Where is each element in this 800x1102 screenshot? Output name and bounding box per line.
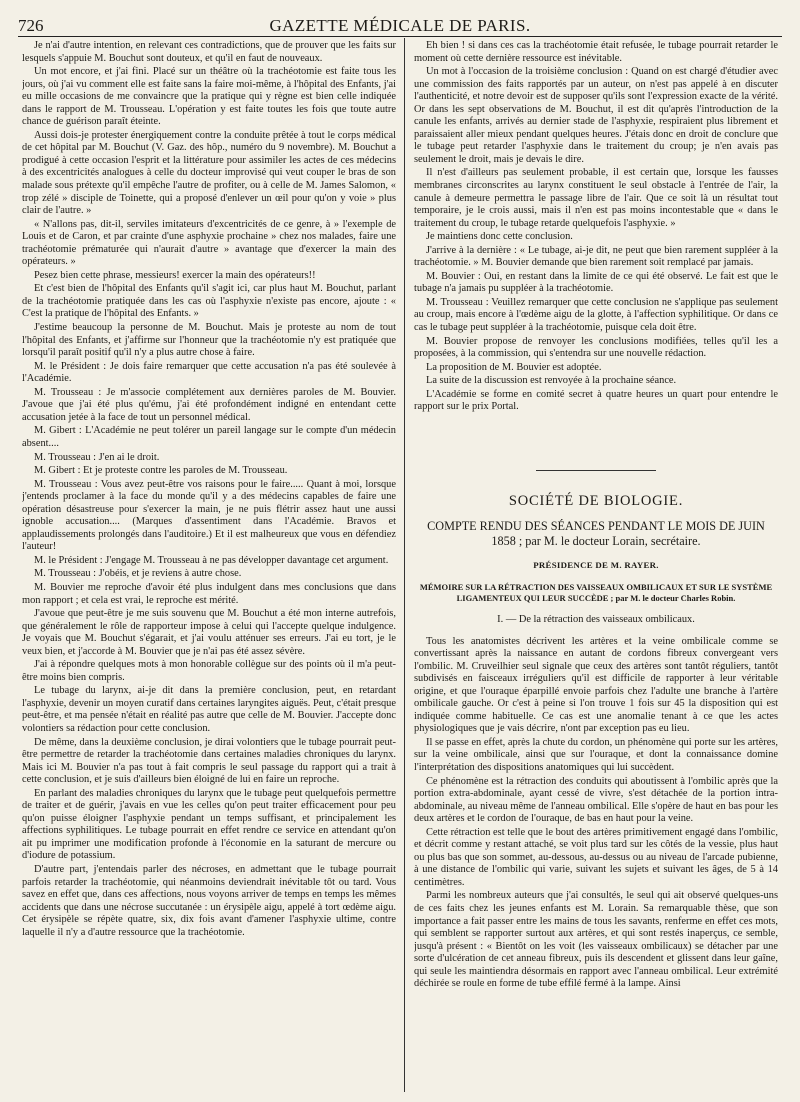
paragraph: J'arrive à la dernière : « Le tubage, ai-je dit, ne peut que bien rarement suppléer à la trachéotomie. » M. Bouvier demande que bien rarement soit remplacé par jamais. [414,244,778,269]
paragraph: Parmi les nombreux auteurs que j'ai consultés, le seul qui ait observé quelques-uns de ces faits chez les jeunes enfants est M. Lorain. Sa remarquable thèse, que son importance a fait passer entre les mains de tous les savants, renferme en effet ces mots, qui semblent se rapporter surtout aux artères, et qui sont restés inaperçus, ce semble, jusqu'à présent : « Bientôt on les voit (les vaisseaux ombilicaux) se détacher par une sorte d'ulcération de cet anneau fibreux, puis ils descendent et glissent dans leur gaîne, qui seule les maintiendra désormais en rapport avec l'anneau ombilical. Leur extrémité déchirée se roule en forme de tube effilé fermé à la lampe. Ainsi [414,890,778,990]
header-rule [18,36,782,37]
memoire-title: MÉMOIRE SUR LA RÉTRACTION DES VAISSEAUX OMBILICAUX ET SUR LE SYSTÈME LIGAMENTEUX QUI LEUR SUCCÈDE ; par M. le docteur Charles Robin. [419,581,773,603]
paragraph: La suite de la discussion est renvoyée à la prochaine séance. [426,375,677,387]
paragraph: Et c'est bien de l'hôpital des Enfants qu'il s'agit ici, car plus haut M. Bouchut, parlant de la trachéotomie pratiquée dans les cas où l'asphyxie n'existe pas encore, ajoute : « C'est la pratique de l'hôpital des Enfants. » [22,283,396,320]
paragraph: L'Académie se forme en comité secret à quatre heures un quart pour entendre le rapport sur le prix Portal. [414,388,778,413]
paragraph: Ce phénomène est la rétraction des conduits qui aboutissent à l'ombilic après que la portion extra-abdominale, ayant cessé de vivre, s'est détachée de la portion intra-abdominale, au niveau même de l'anneau ombilical. Elle s'opère de haut en bas pour les deux artères et le cordon de l'ouraque, de bas en haut pour la veine. [414,775,778,825]
paragraph: M. Bouvier : Oui, en restant dans la limite de ce qui été observé. Le fait est que le tubage n'a jamais pu suppléer à la trachéotomie. [414,270,778,295]
academie-discussion-end [414,40,778,414]
paragraph: Un mot encore, et j'ai fini. Placé sur un théâtre où la trachéotomie est faite tous les jours, où j'ai vu comment elle est faite sans la faire moi-même, à l'hôpital des Enfants, j'ai eu mille occasions de me convaincre que la pratique qui y règne est bien celle indiquée dans le rapport de M. Trousseau. L'opération y est faite toutes les fois que toute autre chance de guérison paraît éteinte. [22,66,396,128]
paragraph: Le tubage du larynx, ai-je dit dans la première conclusion, peut, en retardant l'asphyxie, devenir un moyen curatif dans certaines laryngites aiguës. Peut, c'était presque peut-être, et ma pensée n'était en réalité pas autre que celle de M. Bouvier. J'accepte donc volontiers sa rédaction pour cette conclusion. [22,685,396,734]
page-header [18,14,782,38]
paragraph: J'avoue que peut-être je me suis souvenu que M. Bouchut a été mon interne autrefois, que généralement le rôle de rapporteur impose à celui qui l'accepte quelque indulgence. Je voyais que M. Bouchut s'égarait, et j'ai voulu atténuer ses erreurs. J'ai eu tort, je le veux bien, et j'accorde à M. Bouvier que je n'ai pas été assez sévère. [22,608,396,657]
memoire-body [414,636,778,991]
paragraph: Cette rétraction est telle que le bout des artères primitivement engagé dans l'ombilic, et décrit comme y restant attaché, se voit plus tard sur les côtés de la vessie, plus haut ou plus bas que son sommet, au-dessous, au-dessus ou au niveau de l'arcade pubienne, à une distance de l'ombilic qui varie, suivant les sujets et suivant les âges, de 5 à 14 centimètres. [414,826,778,888]
paragraph: J'estime beaucoup la personne de M. Bouchut. Mais je proteste au nom de tout l'hôpital des Enfants, et j'affirme sur l'honneur que la trachéotomie n'y est pratiquée que lorsqu'il paraît positif qu'il n'y a plus autre chose à faire. [22,322,396,359]
left-column [22,40,396,1098]
column-divider [404,38,405,1092]
paragraph: En parlant des maladies chroniques du larynx que le tubage peut quelquefois permettre de traiter et de guérir, j'avais en vue les celles qu'on peut traiter efficacement pour peu qu'on puisse éloigner l'asphyxie pendant un temps suffisant, et principalement les affections syphilitiques. Le tubage pourrait en effet rendre ce service en attendant qu'on ait pu imprimer une modification profonde à l'économie en la saturant de mercure ou d'iodure de potassium. [22,787,396,862]
section-separator [536,470,656,471]
paragraph: Pesez bien cette phrase, messieurs! exercer la main des opérateurs!! [34,269,316,281]
paragraph: Tous les anatomistes décrivent les artères et la veine ombilicale comme se convertissant après la naissance en autant de cordons fibreux convergeant vers l'ombilic. M. Cruveilhier seul signale que ceux des artères sont tantôt réguliers, tantôt subdivisés en faisceaux irréguliers qu'il est difficile de rapporter à leur véritable origine, et que l'ouraque éparpillé envoie parfois chez l'adulte une branche à l'artère ombilicale gauche. Or c'est à peine si l'on trouve 1 fois sur 45 la disposition qui est indiquée comme habituelle. Ce cas est une anomalie tenant à ce que les actes physiologiques que je vais décrire, n'ont par exception pas eu lieu. [414,635,778,735]
paragraph: La proposition de M. Bouvier est adoptée. [426,361,602,373]
section-heading: I. — De la rétraction des vaisseaux ombilicaux. [497,613,695,625]
paragraph: De même, dans la deuxième conclusion, je dirai volontiers que le tubage pourrait peut-être permettre de retarder la trachéotomie dans certaines maladies chroniques du larynx. Mais ici M. Bouvier n'a pas tout à fait compris le seul passage du rapport qui a trait à cette conclusion, et je suis d'ailleurs bien éloigné de lui en faire un reproche. [22,736,396,786]
paragraph: Il se passe en effet, après la chute du cordon, un phénomène qui porte sur les artères, sur la veine ombilicale, ainsi que sur l'ouraque, et dont la connaissance domine l'interprétation des dispositions anatomiques qui lui succèdent. [414,736,778,773]
paragraph: M. Bouvier propose de renvoyer les conclusions modifiées, telles qu'il les a proposées, à la commission, qui s'entendra sur une nouvelle rédaction. [414,335,778,360]
paragraph: M. Gibert : L'Académie ne peut tolérer un pareil langage sur le compte d'un médecin absent.... [22,425,396,449]
paragraph: M. Trousseau : J'en ai le droit. [34,451,160,463]
paragraph: M. Gibert : Et je proteste contre les paroles de M. Trousseau. [34,465,288,477]
page-number: 726 [18,16,44,35]
paragraph: Un mot à l'occasion de la troisième conclusion : Quand on est chargé d'étudier avec une commission des faits rapportés par un auteur, on n'est pas appelé à en discuter l'authenticité, et notre devoir est de supposer qu'ils sont l'expression exacte de la vérité. Or dans les sept observations de M. Bouchut, il est dit qu'après l'introduction de la canule les enfants, arrivés au dernier stade de l'asphyxie, respiraient plus librement et paraissaient aller mieux pendant quelques heures. J'étais donc en droit de conclure que le tubage peut retarder l'asphyxie dans le traitement du croup; je n'en avais pas seulement le droit, mais je devais le dire. [414,66,778,165]
paragraph: M. Trousseau : Je m'associe complétement aux dernières paroles de M. Bouvier. J'avoue que j'ai été plus qu'ému, j'ai été profondément indigné en entendant cette accusation jetée à la face de tout un personnel médical. [22,386,396,423]
paragraph: M. le Président : J'engage M. Trousseau à ne pas développer davantage cet argument. [34,554,389,566]
paragraph: M. Trousseau : Veuillez remarquer que cette conclusion ne s'applique pas seulement au croup, mais encore à l'œdème aigu de la glotte, à l'affection syphilitique. Or dans ce cas le tubage peut suppléer à la trachéotomie, puisque cela doit être. [414,296,778,334]
paragraph: Je maintiens donc cette conclusion. [426,231,573,243]
right-column [414,40,778,1098]
compte-rendu-heading: COMPTE RENDU DES SÉANCES PENDANT LE MOIS DE JUIN 1858 ; par M. le docteur Lorain, secrétaire. [427,519,765,549]
paragraph: Eh bien ! si dans ces cas la trachéotomie était refusée, le tubage pourrait retarder le moment où cette dernière ressource est inévitable. [414,40,778,64]
paragraph: Aussi dois-je protester énergiquement contre la conduite prêtée à tout le corps médical de cet hôpital par M. Bouchut (V. Gaz. des hôp., numéro du 9 novembre). M. Bouchut a prodigué à cette occasion l'esprit et la littérature pour assimiler les actes de ces médecins à des excentricités analogues à celle du docteur improvisé qui veut couper le bras de son malade sous prétexte qu'il empêche l'autre de profiter, ou à celle de M. James Salomon, « trop zélé » disciple de Toinette, qui a proposé d'enlever un œil pour qu'on y voie » plus clair de l'autre. » [22,129,396,217]
paragraph: « N'allons pas, dit-il, serviles imitateurs d'excentricités de ce genre, à » l'exemple de Louis et de Caron, et par crainte d'une asphyxie prochaine » chez nos malades, faire une trachéotomie prématurée qui n'aurait d'autre » avantage que d'exercer la main des opérateurs. » [22,218,396,268]
presidence-line: PRÉSIDENCE DE M. RAYER. [533,560,659,571]
paragraph: Je n'ai d'autre intention, en relevant ces contradictions, que de prouver que les faits sur lesquels s'appuie M. Bouchut sont douteux, et qu'il en faut de nouveaux. [22,40,396,64]
societe-title: SOCIÉTÉ DE BIOLOGIE. [508,492,684,509]
paragraph: M. Trousseau : Vous avez peut-être vos raisons pour le faire..... Quant à moi, lorsque j'entends proclamer à la face du monde qu'il y a des médecins capables de faire une opération désastreuse pour s'exercer la main, je ne puis flétrir assez haut une aussi ignoble accusation.... (Marques d'assentiment dans l'Académie. Bravos et applaudissements prolongés dans l'auditoire.) Et il est malheureux que vous en défendiez l'auteur! [22,478,396,553]
paragraph: J'ai à répondre quelques mots à mon honorable collègue sur des points où il m'a peut-être moins bien compris. [22,659,396,683]
journal-title: GAZETTE MÉDICALE DE PARIS. [269,16,531,35]
paragraph: M. Bouvier me reproche d'avoir été plus indulgent dans mes conclusions que dans mon rapport ; et cela est vrai, le reproche est mérité. [22,581,396,606]
paragraph: Il n'est d'ailleurs pas seulement probable, il est certain que, lorsque les fausses membranes circonscrites au larynx constituent le seul obstacle à l'entrée de l'air, la canule à demeure permettra le passage libre de l'air. Que ce soit là un résultat tout temporaire, je le crois aussi, mais il n'en est pas moins incontestable que « dans le traitement du croup, le tubage retarde quelquefois l'asphyxie. » [414,167,778,229]
paragraph: M. Trousseau : J'obéis, et je reviens à autre chose. [34,568,242,580]
paragraph: M. le Président : Je dois faire remarquer que cette accusation n'a pas été soulevée à l'Académie. [22,360,396,385]
paragraph: D'autre part, j'entendais parler des nécroses, en admettant que le tubage pourrait parfois retarder la trachéotomie, qui néanmoins deviendrait inévitable tôt ou tard. Vous savez en effet que, dans ces affections, nous voyons arriver de temps en temps les mêmes accidents que dans une nécrose succutanée : un érysipèle aigu, appelé à tort œdème aigu. Cet érysipèle se répète quatre, six, dix fois avant d'amener l'asphyxie ultime, contre laquelle il n'y a d'autre ressource que la trachéotomie. [22,864,396,938]
